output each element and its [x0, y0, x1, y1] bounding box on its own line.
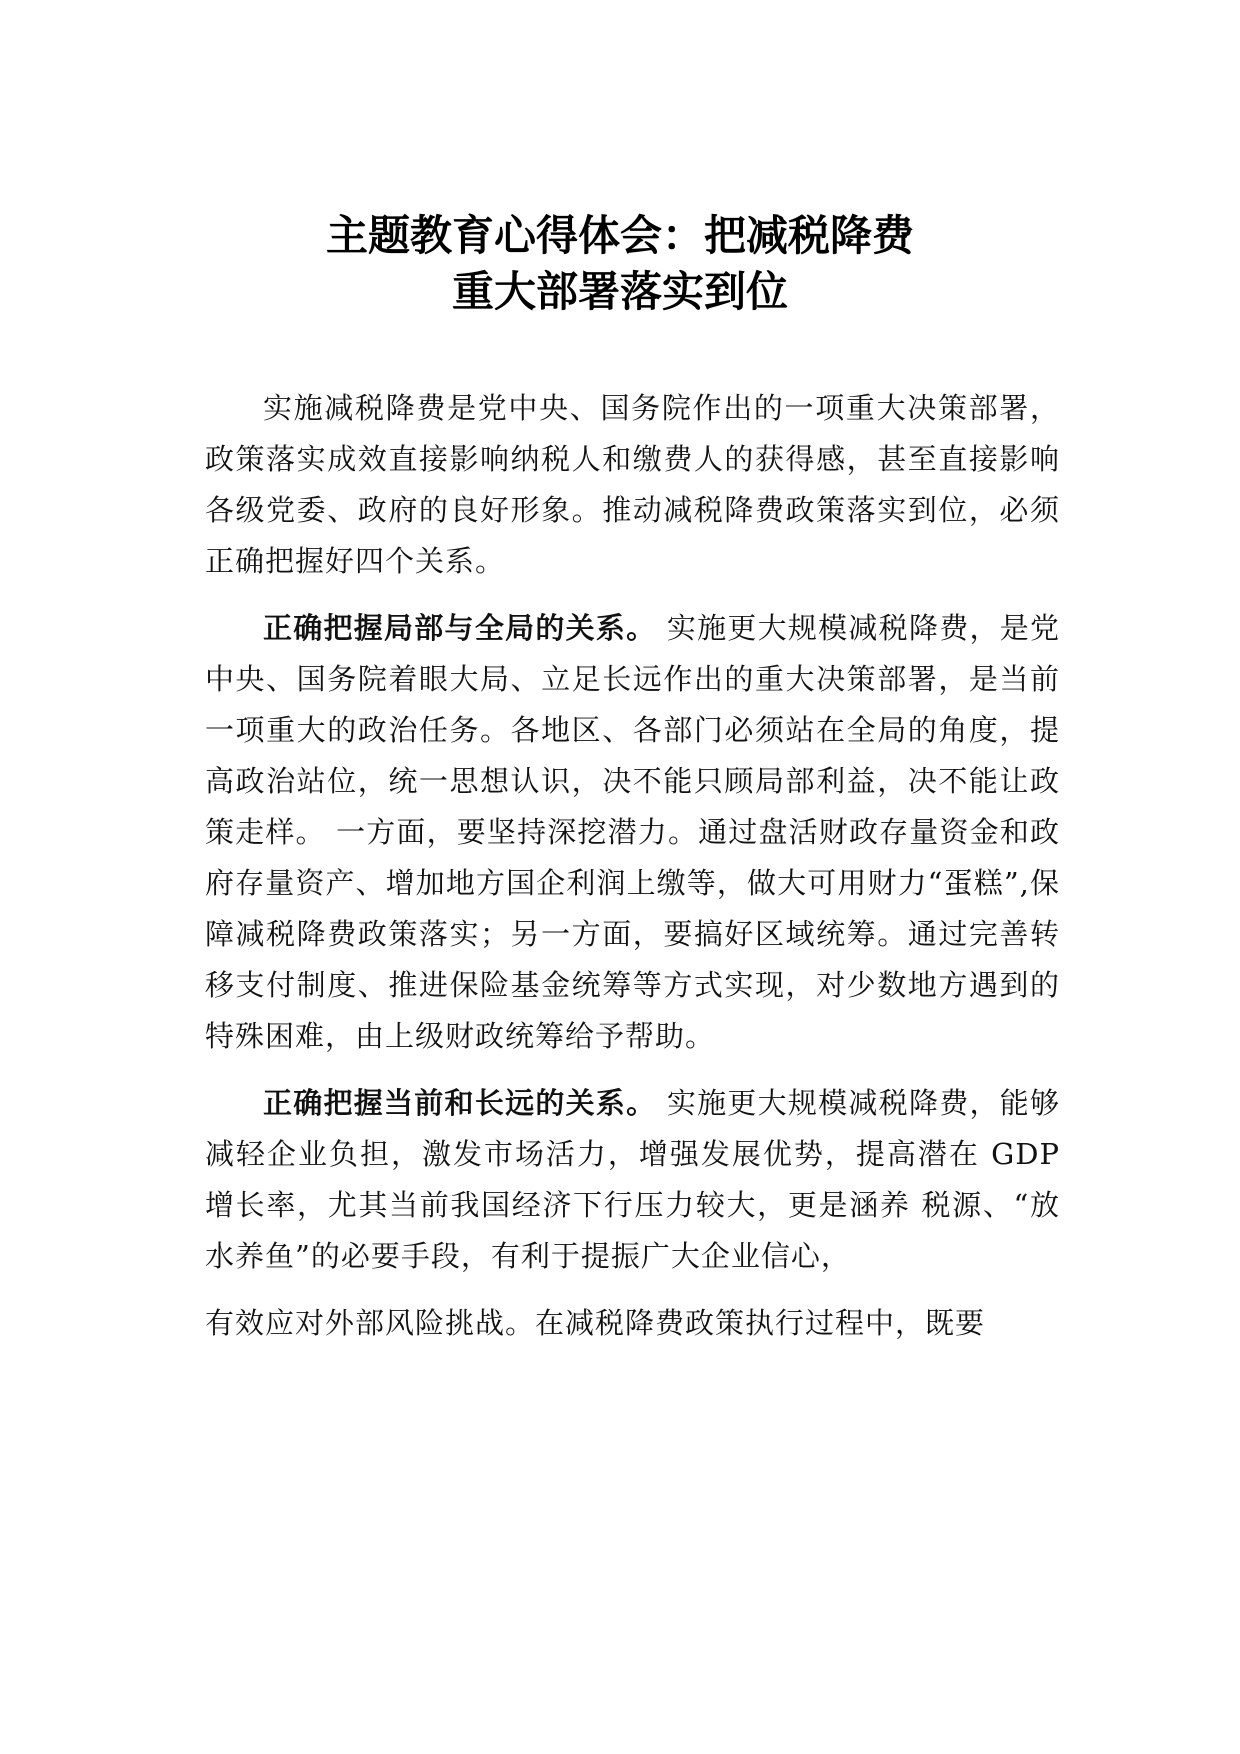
- paragraph-text: 实施更大规模减税降费，是党中央、国务院着眼大局、立足长远作出的重大决策部署，是当前一项重大的政治任务。各地区、各部门必须站在全局的角度，提高政治站位，统一思想认识，决不能只顾局部利益，决不能让政策走样。 一方面，要坚持深挖潜力。通过盘活财政存量资金和政府存量资产、增加地方国企利润上缴等，做大可用财力“蛋糕”,保障减税降费政策落实；另一方面，要搞好区域统筹。通过完善转移支付制度、推进保险基金统筹等方式实现，对少数地方遇到的特殊困难，由上级财政统筹给予帮助。: [205, 611, 1060, 1053]
- document-body: [205, 383, 1060, 1349]
- paragraph-text: 实施更大规模减税降费，能够减轻企业负担，激发市场活力，增强发展优势，提高潜在 GDP 增长率，尤其当前我国经济下行压力较大，更是涵养 税源、“放水养鱼”的必要手段，有利于提振广大企业信心，: [205, 1086, 1060, 1273]
- paragraph-heading: 正确把握局部与全局的关系。: [263, 611, 657, 645]
- title-line-1: 主题教育心得体会：把减税降费: [325, 211, 914, 260]
- paragraph-local-global: [205, 603, 1060, 1062]
- paragraph-current-long-term: [205, 1078, 1060, 1282]
- paragraph-heading: 正确把握当前和长远的关系。: [263, 1086, 657, 1120]
- title-line-2: 重大部署落实到位: [451, 267, 788, 316]
- paragraph-text: 实施减税降费是党中央、国务院作出的一项重大决策部署，政策落实成效直接影响纳税人和缴费人的获得感，甚至直接影响各级党委、政府的良好形象。推动减税降费政策落实到位，必须正确把握好四个关系。: [205, 391, 1060, 578]
- paragraph-intro: [205, 383, 1060, 587]
- paragraph-continuation: 有效应对外部风险挑战。在减税降费政策执行过程中，既要: [205, 1306, 986, 1340]
- document-title: [160, 208, 1080, 320]
